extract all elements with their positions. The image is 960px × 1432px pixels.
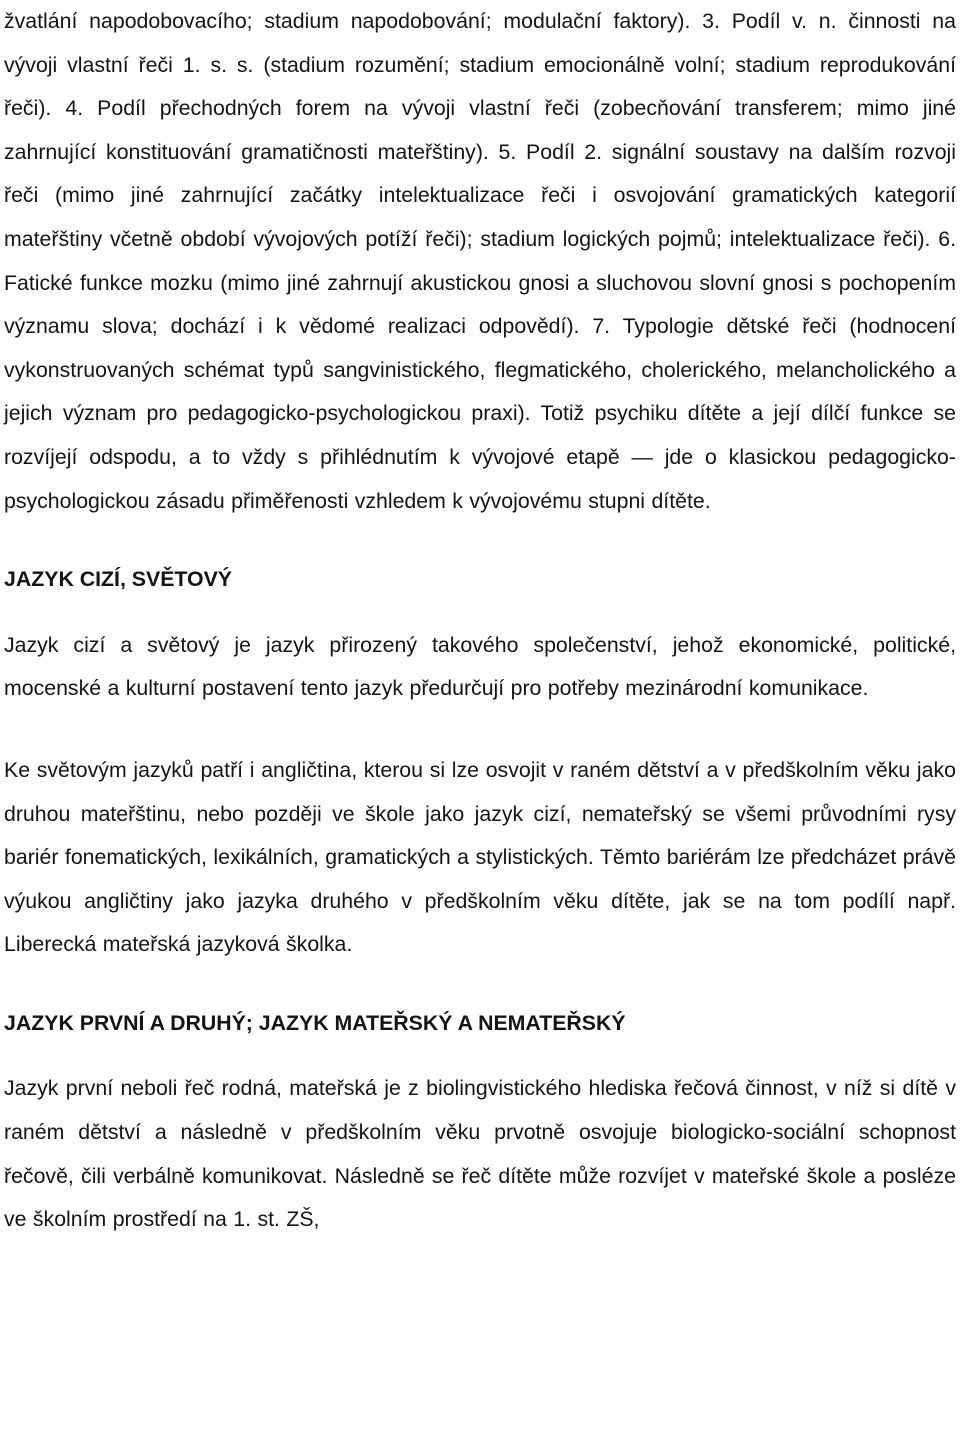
heading-foreign-world-language: JAZYK CIZÍ, SVĚTOVÝ bbox=[4, 567, 233, 592]
heading-first-second-language: JAZYK PRVNÍ A DRUHÝ; JAZYK MATEŘSKÝ A NEMATEŘSKÝ bbox=[4, 1010, 626, 1035]
spacer bbox=[4, 523, 956, 558]
spacer bbox=[4, 602, 956, 624]
paragraph-speech-development-stages: žvatlání napodobovacího; stadium napodobování; modulační faktory). 3. Podíl v. n. činnosti na vývoji vlastní řeči 1. s. s. (stadium rozumění; stadium emocionálně volní; stadium reprodukování řeči). 4. Podíl přechodných forem na vývoji vlastní řeči (zobecňování transferem; mimo jiné zahrnující konstituování gramatičnosti mateřštiny). 5. Podíl 2. signální soustavy na dalším rozvoji řeči (mimo jiné zahrnující začátky intelektualizace řeči i osvojování gramatických kategorií mateřštiny včetně období vývojových potíží řeči); stadium logických pojmů; intelektualizace řeči). 6. Fatické funkce mozku (mimo jiné zahrnují akustickou gnosi a sluchovou slovní gnosi s pochopením významu slova; dochází i k vědomé realizaci odpovědí). 7. Typologie dětské řeči (hodnocení vykonstruovaných schémat typů sangvinistického, flegmatického, cholerického, melancholického a jejich význam pro pedagogicko-psychologickou praxi). Totiž psychiku dítěte a její dílčí funkce se rozvíjejí odspodu, a to vždy s přihlédnutím k vývojové etapě — jde o klasickou pedagogicko-psychologickou zásadu přiměřenosti vzhledem k vývojovému stupni dítěte. bbox=[4, 9, 956, 513]
spacer bbox=[4, 711, 956, 749]
paragraph-first-language-definition: Jazyk první neboli řeč rodná, mateřská je z biolingvistického hlediska řečová činnost, v níž si dítě v raném dětství a následně v předškolním věku prvotně osvojuje biologicko-sociální schopnost řečově, čili verbálně komunikovat. Následně se řeč dítěte může rozvíjet v mateřské škole a posléze ve školním prostředí na 1. st. ZŠ, bbox=[4, 1076, 956, 1232]
paragraph-english-world-language: Ke světovým jazyků patří i angličtina, kterou si lze osvojit v raném dětství a v předškolním věku jako druhou mateřštinu, nebo později ve škole jako jazyk cizí, nemateřský se všemi průvodními rysy bariér fonematických, lexikálních, gramatických a stylistických. Těmto bariérám lze předcházet právě výukou angličtiny jako jazyka druhého v předškolním věku dítěte, jak se na tom podílí např. Liberecká mateřská jazyková školka. bbox=[4, 757, 956, 957]
spacer bbox=[4, 1045, 956, 1067]
document-page bbox=[4, 0, 956, 1242]
paragraph-foreign-language-definition: Jazyk cizí a světový je jazyk přirozený takového společenství, jehož ekonomické, politické, mocenské a kulturní postavení tento jazyk předurčují pro potřeby mezinárodní komunikace. bbox=[4, 632, 956, 701]
spacer bbox=[4, 967, 956, 1002]
